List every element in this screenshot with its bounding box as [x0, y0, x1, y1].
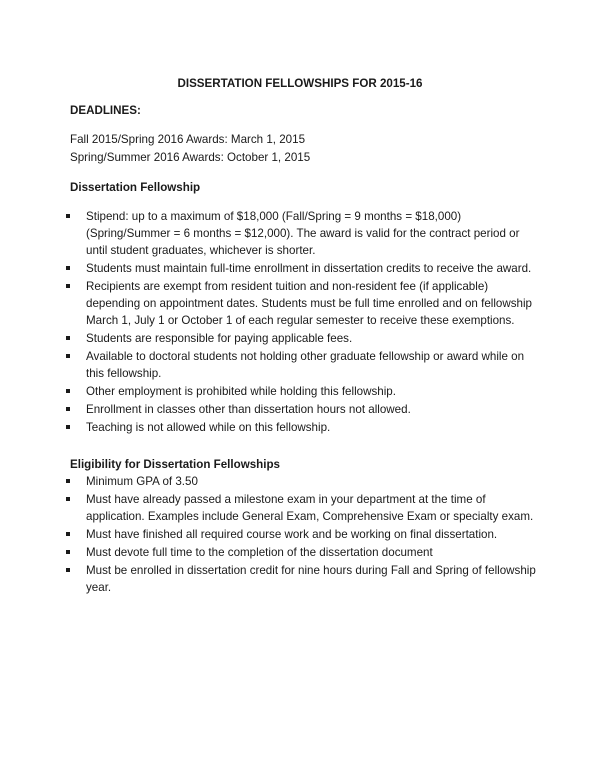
list-item: [66, 260, 536, 277]
list-item: [66, 330, 536, 347]
list-item: [66, 208, 536, 259]
bullet-icon: [66, 497, 70, 501]
list-item-text: Recipients are exempt from resident tuition and non-resident fee (if applicable) depending on appointment dates. Students must be full time enrolled and on fellowship March 1, July 1 or October 1 of each regular semester to receive these exemptions.: [86, 280, 533, 327]
list-item-text: Must have finished all required course work and be working on final dissertation.: [86, 528, 498, 541]
list-item: [66, 278, 536, 329]
document-title: DISSERTATION FELLOWSHIPS FOR 2015-16: [177, 77, 423, 90]
list-item: [66, 401, 536, 418]
list-item-text: Available to doctoral students not holding other graduate fellowship or award while on this fellowship.: [86, 350, 525, 380]
list-item: [66, 419, 536, 436]
list-item: [66, 473, 536, 490]
bullet-icon: [66, 568, 70, 572]
deadline-spring-summer: Spring/Summer 2016 Awards: October 1, 2015: [70, 151, 311, 164]
list-item-text: Other employment is prohibited while holding this fellowship.: [86, 385, 396, 398]
list-item: [66, 526, 536, 543]
deadlines-heading: DEADLINES:: [70, 104, 141, 117]
list-item: [66, 348, 536, 382]
fellowship-list: [66, 208, 536, 437]
list-item-text: Students are responsible for paying applicable fees.: [86, 332, 353, 345]
list-item-text: Teaching is not allowed while on this fellowship.: [86, 421, 331, 434]
list-item: [66, 562, 536, 596]
list-item-text: Enrollment in classes other than dissertation hours not allowed.: [86, 403, 411, 416]
deadline-fall-spring: Fall 2015/Spring 2016 Awards: March 1, 2015: [70, 133, 306, 146]
list-item-text: Minimum GPA of 3.50: [86, 475, 198, 488]
list-item: [66, 544, 536, 561]
fellowship-section-heading: Dissertation Fellowship: [70, 181, 201, 194]
bullet-icon: [66, 266, 70, 270]
list-item: [66, 491, 536, 525]
bullet-icon: [66, 479, 70, 483]
list-item-text: Stipend: up to a maximum of $18,000 (Fall/Spring = 9 months = $18,000) (Spring/Summer = 6 months = $12,000). The award is valid for the contract period or until student graduates, whichever is shorter.: [86, 210, 520, 257]
list-item-text: Students must maintain full-time enrollment in dissertation credits to receive the award.: [86, 262, 532, 275]
bullet-icon: [66, 532, 70, 536]
list-item-text: Must be enrolled in dissertation credit for nine hours during Fall and Spring of fellowship year.: [86, 564, 536, 594]
list-item-text: Must devote full time to the completion of the dissertation document: [86, 546, 433, 559]
list-item-text: Must have already passed a milestone exam in your department at the time of application. Examples include General Exam, Comprehensive Exam or specialty exam.: [86, 493, 534, 523]
bullet-icon: [66, 284, 70, 288]
bullet-icon: [66, 214, 70, 218]
bullet-icon: [66, 336, 70, 340]
bullet-icon: [66, 354, 70, 358]
bullet-icon: [66, 425, 70, 429]
eligibility-list: [66, 473, 536, 597]
bullet-icon: [66, 389, 70, 393]
eligibility-section-heading: Eligibility for Dissertation Fellowships: [70, 458, 281, 471]
list-item: [66, 383, 536, 400]
bullet-icon: [66, 407, 70, 411]
bullet-icon: [66, 550, 70, 554]
